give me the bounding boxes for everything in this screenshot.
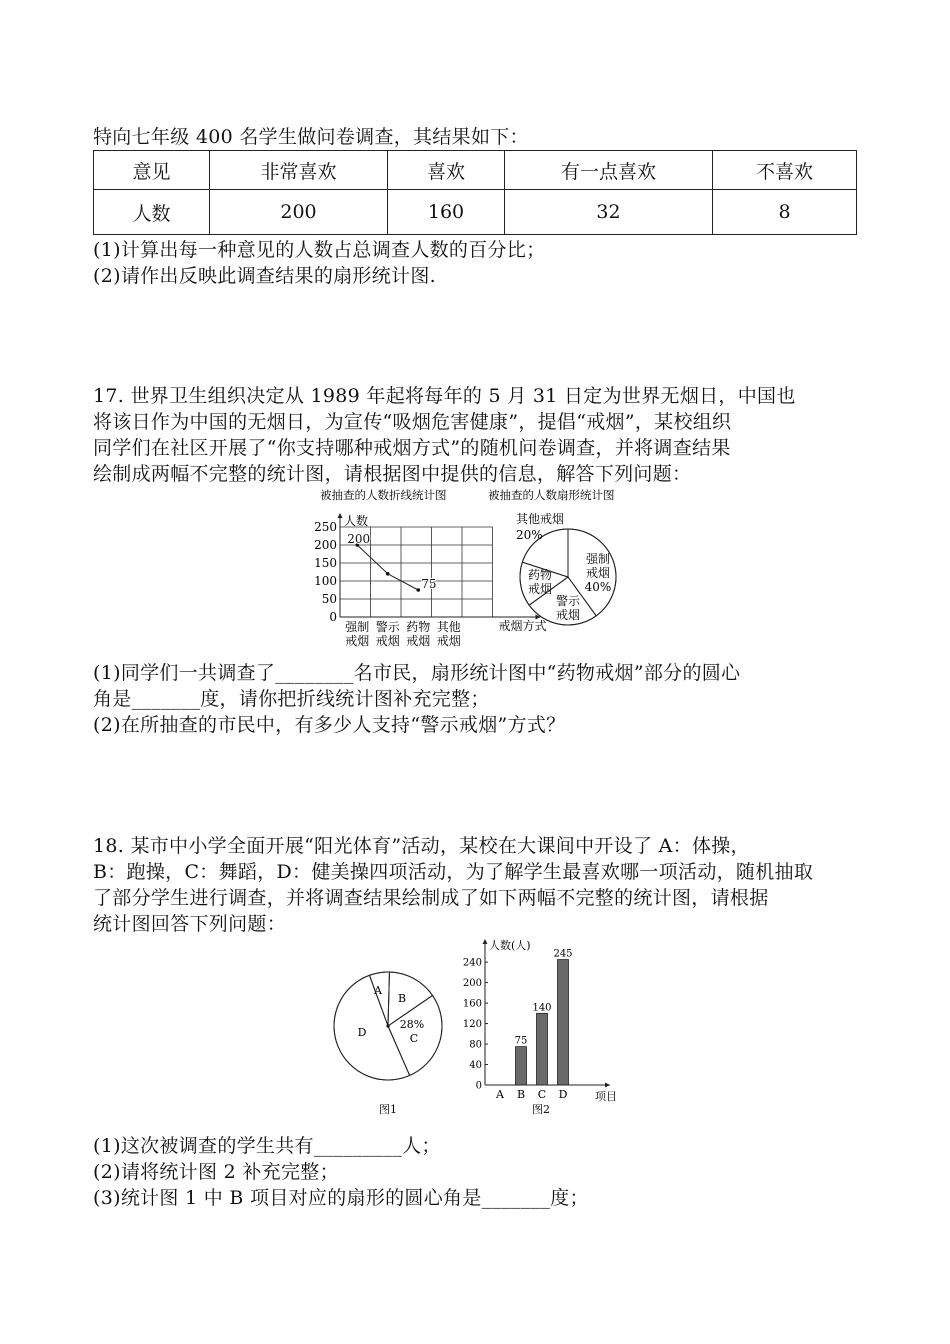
- data-label: 200: [347, 532, 371, 546]
- q17-sub1-line2: 角是_______度，请你把折线统计图补充完整；: [93, 688, 490, 710]
- y-axis-arrow: [483, 939, 488, 944]
- q17-line3: 同学们在社区开展了“你支持哪种戒烟方式”的随机问卷调查，并将调查结果: [93, 437, 731, 459]
- q17-sub2: (2)在所抽查的市民中，有多少人支持“警示戒烟”方式？: [93, 714, 566, 736]
- table-cell-3: 32: [505, 190, 713, 235]
- pie-slice-label: C: [409, 1032, 419, 1045]
- table-col-4: 不喜欢: [713, 151, 857, 190]
- x-axis-label: 戒烟方式: [498, 619, 547, 633]
- pie-percent-label: 28%: [399, 1018, 425, 1031]
- y-tick-label: 200: [462, 978, 482, 990]
- y-tick-label: 200: [314, 538, 337, 552]
- q17-line1: 17. 世界卫生组织决定从 1989 年起将每年的 5 月 31 日定为世界无烟日，中国也: [93, 385, 796, 407]
- bar-data-label: 245: [553, 948, 573, 960]
- pie-figure-1-title: 图1: [379, 1103, 397, 1116]
- x-tick-label: 其他戒烟: [436, 620, 461, 648]
- q18-line4: 统计图回答下列问题：: [93, 913, 287, 935]
- pie-slice-label: 警示戒烟: [555, 594, 581, 622]
- x-tick-label: C: [537, 1088, 547, 1101]
- table-row-label: 人数: [94, 190, 210, 235]
- q16-sub2: (2)请作出反映此调查结果的扇形统计图.: [93, 265, 436, 287]
- q17-sub1-line1: (1)同学们一共调查了________名市民，扇形统计图中“药物戒烟”部分的圆心: [93, 662, 741, 684]
- q18-sub2: (2)请将统计图 2 补充完整；: [93, 1161, 339, 1183]
- x-axis-label: 项目: [595, 1090, 617, 1103]
- table-row: [94, 190, 857, 235]
- q18-sub3: (3)统计图 1 中 B 项目对应的扇形的圆心角是_______度；: [93, 1187, 589, 1209]
- x-tick-label: 警示戒烟: [375, 620, 400, 648]
- q18-sub1: (1)这次被调查的学生共有_________人；: [93, 1135, 441, 1157]
- y-tick-label: 250: [314, 520, 337, 534]
- q16-sub1: (1)计算出每一种意见的人数占总调查人数的百分比；: [93, 239, 546, 261]
- pie-chart-title: 被抽查的人数扇形统计图: [488, 488, 615, 502]
- pie-slice-label: A: [374, 984, 382, 997]
- table-cell-1: 200: [210, 190, 388, 235]
- series-line-segment: [357, 545, 388, 574]
- y-tick-label: 160: [462, 998, 482, 1010]
- data-point: [416, 588, 420, 592]
- bar: [516, 1047, 527, 1085]
- y-axis-arrow: [338, 513, 343, 518]
- y-axis-label: 人数(人): [489, 939, 531, 952]
- data-label: 75: [421, 577, 437, 591]
- bar-figure-2-title: 图2: [532, 1103, 550, 1116]
- table-header-label: 意见: [94, 151, 210, 190]
- pie-center-dot: [386, 1024, 389, 1027]
- y-tick-label: 150: [314, 556, 337, 570]
- y-tick-label: 50: [321, 592, 337, 606]
- x-tick-label: 药物戒烟: [406, 620, 431, 648]
- q17-line2: 将该日作为中国的无烟日，为宣传“吸烟危害健康”，提倡“戒烟”，某校组织: [93, 411, 732, 433]
- q17-charts: [300, 482, 660, 652]
- pie-slice-label: 其他戒烟: [516, 512, 565, 526]
- x-tick-label: A: [496, 1088, 504, 1101]
- x-axis-arrow: [605, 1083, 610, 1088]
- pie-slice-label: 强制戒烟: [585, 552, 611, 580]
- survey-table: [93, 150, 857, 235]
- x-tick-label: B: [516, 1088, 526, 1101]
- pie-percent-label: 40%: [584, 580, 612, 594]
- y-tick-label: 0: [475, 1080, 482, 1092]
- bar: [537, 1013, 548, 1085]
- pie-slice-label: 药物戒烟: [527, 568, 553, 596]
- q16-intro: 特向七年级 400 名学生做问卷调查，其结果如下：: [93, 126, 529, 148]
- y-tick-label: 0: [329, 610, 337, 624]
- y-tick-label: 120: [462, 1019, 482, 1031]
- line-chart-title: 被抽查的人数折线统计图: [320, 488, 447, 502]
- pie-slice-label: D: [357, 1026, 367, 1039]
- pie-slice-label: B: [397, 992, 407, 1005]
- y-tick-label: 40: [469, 1060, 482, 1072]
- series-line-segment: [388, 574, 419, 590]
- table-cell-2: 160: [388, 190, 505, 235]
- y-tick-label: 100: [314, 574, 337, 588]
- q18-line3: 了部分学生进行调查，并将调查结果绘制成了如下两幅不完整的统计图，请根据: [93, 887, 769, 909]
- y-tick-label: 240: [462, 957, 482, 969]
- bar-data-label: 140: [532, 1002, 552, 1014]
- q18-charts: [320, 935, 630, 1125]
- table-col-3: 有一点喜欢: [505, 151, 713, 190]
- q18-line2: B：跑操，C：舞蹈，D：健美操四项活动，为了解学生最喜欢哪一项活动，随机抽取: [93, 861, 814, 883]
- table-header-row: [94, 151, 857, 190]
- q18-line1: 18. 某市中小学全面开展“阳光体育”活动，某校在大课间中开设了 A：体操，: [93, 835, 750, 857]
- x-tick-label: D: [558, 1088, 568, 1101]
- bar: [558, 960, 569, 1085]
- x-tick-label: 强制戒烟: [345, 620, 370, 648]
- table-cell-4: 8: [713, 190, 857, 235]
- table-col-1: 非常喜欢: [210, 151, 388, 190]
- data-point: [386, 572, 390, 576]
- bar-data-label: 75: [514, 1035, 528, 1047]
- y-tick-label: 80: [469, 1039, 482, 1051]
- q17-line4: 绘制成两幅不完整的统计图，请根据图中提供的信息，解答下列问题：: [93, 463, 692, 485]
- y-axis-label: 人数: [344, 514, 369, 528]
- table-col-2: 喜欢: [388, 151, 505, 190]
- pie-percent-label: 20%: [516, 528, 543, 542]
